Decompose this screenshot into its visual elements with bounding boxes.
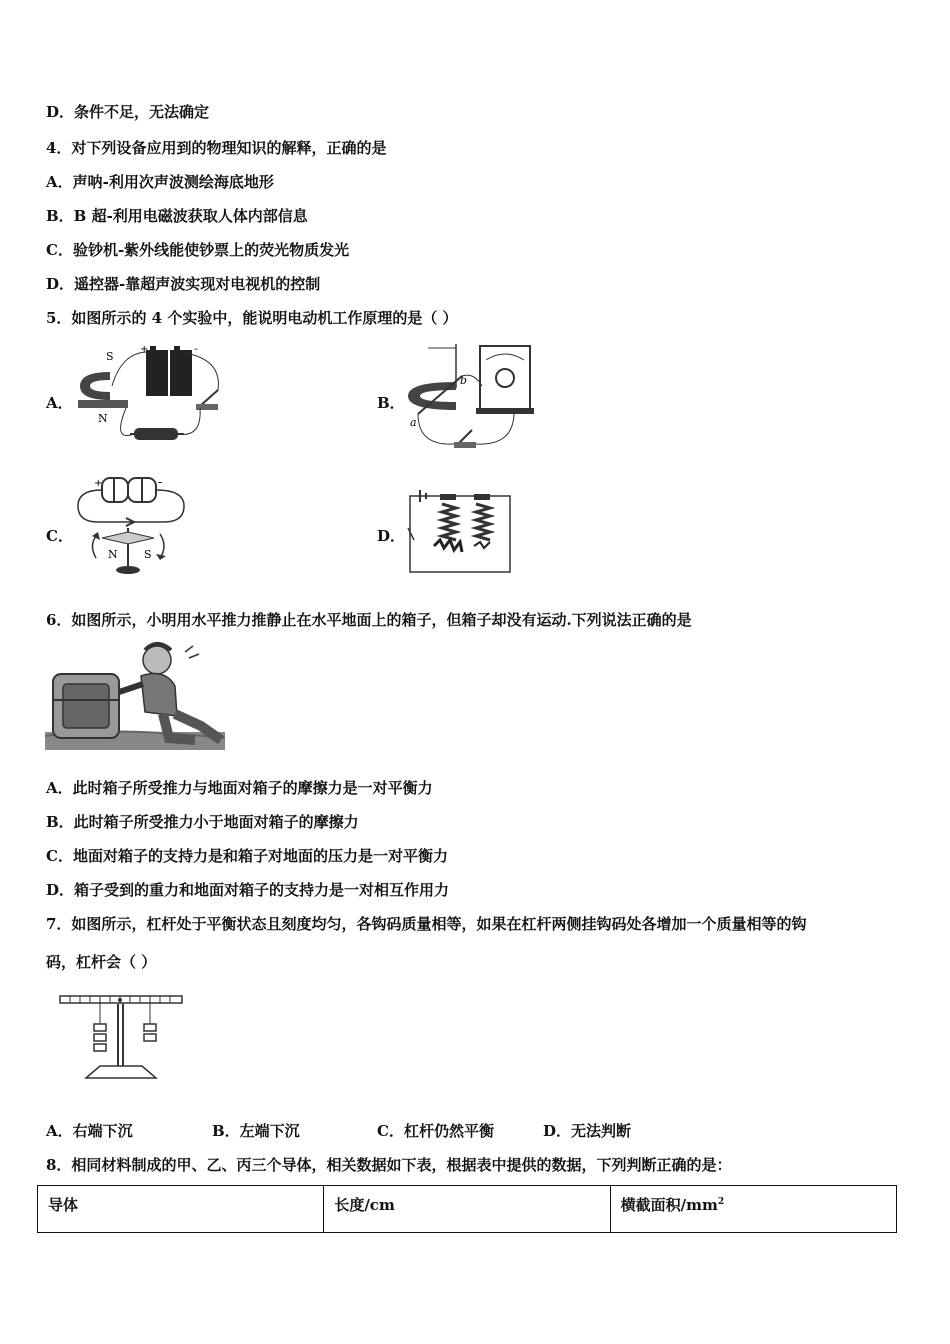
q7-stem-line1: 7．如图所示，杠杆处于平衡状态且刻度均匀，各钩码质量相等，如果在杠杆两侧挂钩码处各增加一个质量相等的钩: [46, 915, 807, 933]
q5-label-c: C．: [46, 527, 73, 545]
q8-data-table: [37, 1185, 897, 1233]
q7-stem-line2: 码，杠杆会（ ）: [46, 953, 157, 971]
header-cross-section-label: 横截面积/mm: [620, 1196, 718, 1214]
fig-a-s: S: [106, 350, 114, 363]
fig-c-s: S: [144, 548, 152, 561]
header-cross-section: [610, 1186, 896, 1233]
area-unit-sup: 2: [717, 1197, 725, 1207]
q5-label-d: D．: [377, 527, 406, 545]
q6-figure-boy-pushing-box: [45, 640, 227, 752]
q7-option-a: A．右端下沉: [46, 1122, 133, 1140]
fig-a-plus: +: [140, 344, 149, 355]
q3-option-d: D．条件不足，无法确定: [46, 103, 210, 121]
q8-stem: 8．相同材料制成的甲、乙、丙三个导体，相关数据如下表，根据表中提供的数据，下列判断正确的是：: [46, 1156, 732, 1174]
fig-a-minus: -: [194, 344, 198, 355]
q5-figure-b-generator-galvanometer: [404, 342, 534, 454]
q4-option-a: A．声呐-利用次声波测绘海底地形: [46, 173, 274, 191]
q5-figure-c-oersted: [74, 474, 194, 578]
q4-option-b: B．B 超-利用电磁波获取人体内部信息: [46, 207, 308, 225]
q5-figure-a-magnet-circuit: [72, 342, 232, 454]
q6-stem: 6．如图所示，小明用水平推力推静止在水平地面上的箱子，但箱子却没有运动.下列说法正确的是: [46, 611, 692, 629]
fig-b-b: b: [460, 374, 468, 387]
q6-option-d: D．箱子受到的重力和地面对箱子的支持力是一对相互作用力: [46, 881, 450, 899]
fig-c-n: N: [108, 548, 118, 561]
fig-c-plus: +: [94, 478, 103, 489]
q5-stem: 5．如图所示的 4 个实验中，能说明电动机工作原理的是（ ）: [46, 309, 458, 327]
q5-label-a: A．: [46, 394, 73, 412]
q4-option-c: C．验钞机-紫外线能使钞票上的荧光物质发光: [46, 241, 350, 259]
q7-option-b: B．左端下沉: [212, 1122, 300, 1140]
q7-figure-lever: [56, 990, 186, 1086]
q6-option-c: C．地面对箱子的支持力是和箱子对地面的压力是一对平衡力: [46, 847, 448, 865]
q6-option-b: B．此时箱子所受推力小于地面对箱子的摩擦力: [46, 813, 359, 831]
fig-a-n: N: [98, 412, 108, 425]
q4-stem: 4．对下列设备应用到的物理知识的解释，正确的是: [46, 139, 387, 157]
header-length: 长度/cm: [324, 1186, 610, 1233]
fig-b-a: a: [410, 416, 417, 429]
table-header-row: [38, 1186, 897, 1233]
header-conductor: 导体: [38, 1186, 324, 1233]
q4-option-d: D．遥控器-靠超声波实现对电视机的控制: [46, 275, 321, 293]
q5-figure-d-electromagnets: [404, 482, 514, 576]
q7-option-d: D．无法判断: [543, 1122, 632, 1140]
q5-label-b: B．: [377, 394, 405, 412]
q6-option-a: A．此时箱子所受推力与地面对箱子的摩擦力是一对平衡力: [46, 779, 433, 797]
fig-c-minus: -: [158, 475, 163, 489]
q7-option-c: C．杠杆仍然平衡: [377, 1122, 494, 1140]
